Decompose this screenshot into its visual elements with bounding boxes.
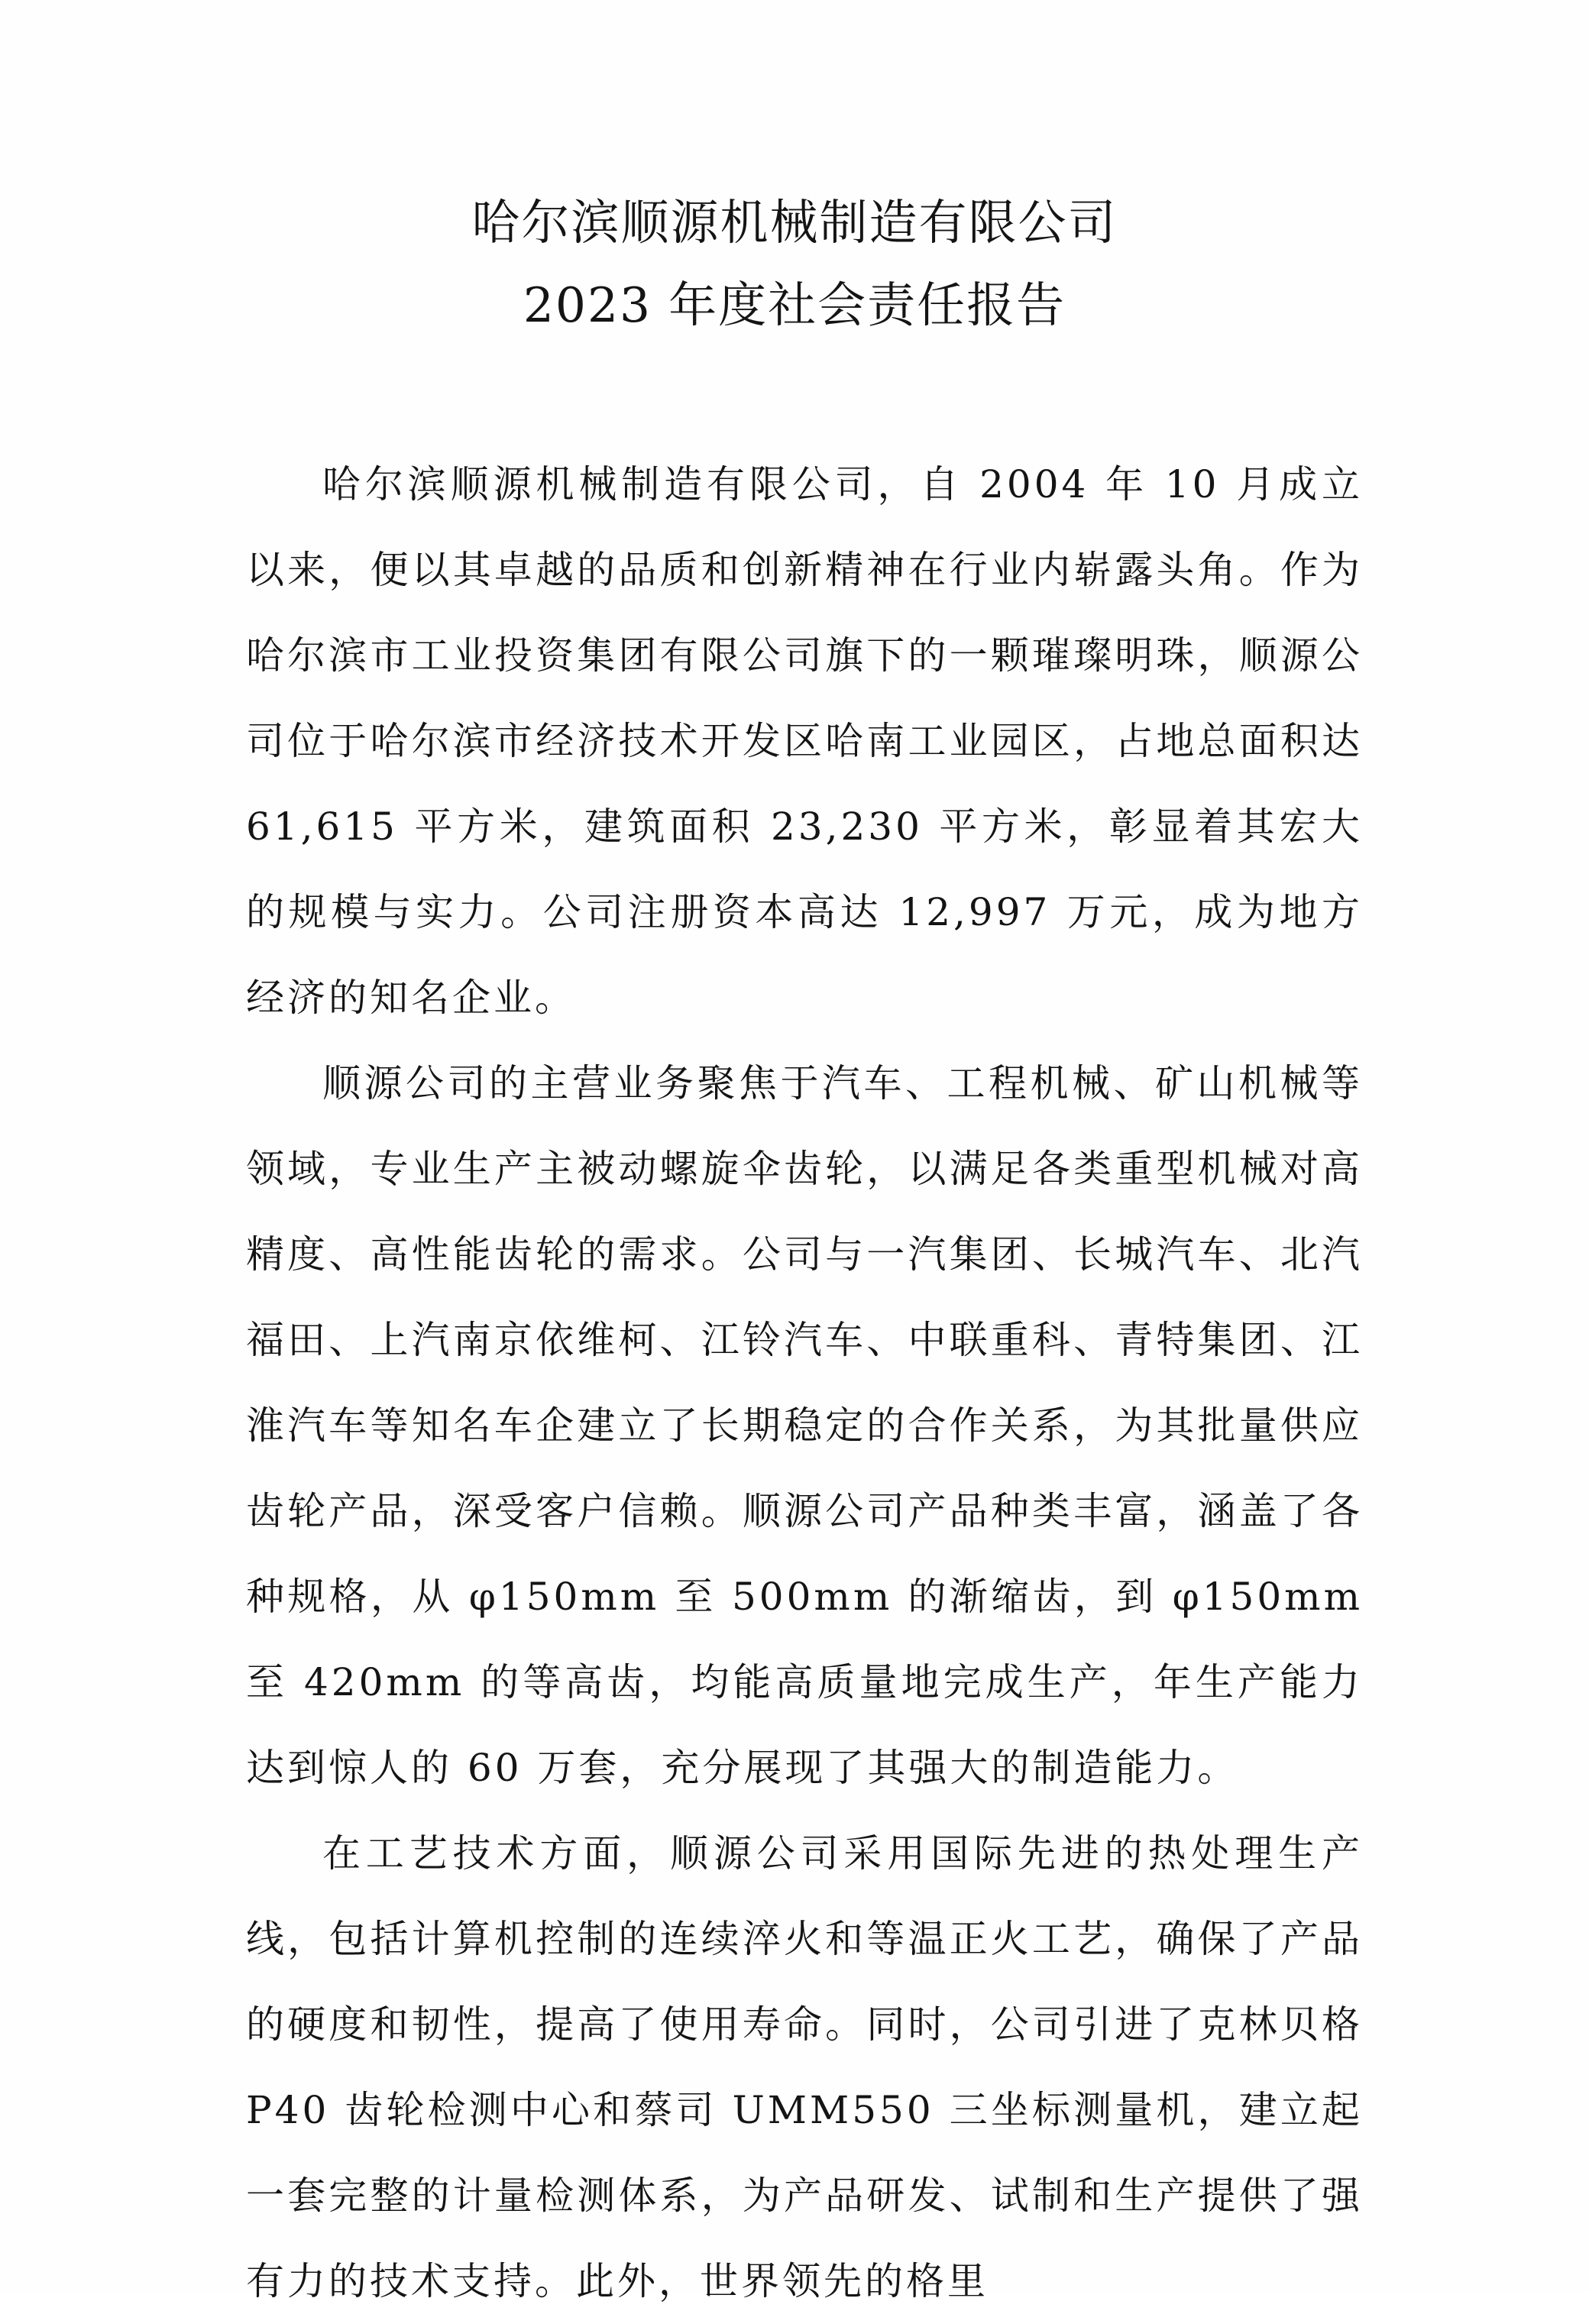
paragraph-main-business: 顺源公司的主营业务聚焦于汽车、工程机械、矿山机械等领域，专业生产主被动螺旋伞齿轮，以满足各类重型机械对高精度、高性能齿轮的需求。公司与一汽集团、长城汽车、北汽福田、上汽南京依维柯、江铃汽车、中联重科、青特集团、江淮汽车等知名车企建立了长期稳定的合作关系，为其批量供应齿轮产品，深受客户信赖。顺源公司产品种类丰富，涵盖了各种规格，从 φ150mm 至 500mm 的渐缩齿，到 φ150mm 至 420mm 的等高齿，均能高质量地完成生产，年生产能力达到惊人的 60 万套，充分展现了其强大的制造能力。 bbox=[246, 1061, 1363, 1790]
document-body bbox=[246, 442, 1363, 2324]
paragraph-process-technology: 在工艺技术方面，顺源公司采用国际先进的热处理生产线，包括计算机控制的连续淬火和等温正火工艺，确保了产品的硬度和韧性，提高了使用寿命。同时，公司引进了克林贝格 P40 齿轮检测中心和蔡司 UMM550 三坐标测量机，建立起一套完整的计量检测体系，为产品研发、试制和生产提供了强有力的技术支持。此外，世界领先的格里 bbox=[246, 1831, 1363, 2303]
report-title: 2023 年度社会责任报告 bbox=[523, 277, 1066, 333]
company-name-title: 哈尔滨顺源机械制造有限公司 bbox=[471, 195, 1118, 251]
paragraph-company-intro: 哈尔滨顺源机械制造有限公司，自 2004 年 10 月成立以来，便以其卓越的品质和创新精神在行业内崭露头角。作为哈尔滨市工业投资集团有限公司旗下的一颗璀璨明珠，顺源公司位于哈尔滨市经济技术开发区哈南工业园区，占地总面积达 61,615 平方米，建筑面积 23,230 平方米，彰显着其宏大的规模与实力。公司注册资本高达 12,997 万元，成为地方经济的知名企业。 bbox=[246, 462, 1363, 1020]
document-title bbox=[0, 182, 1589, 347]
